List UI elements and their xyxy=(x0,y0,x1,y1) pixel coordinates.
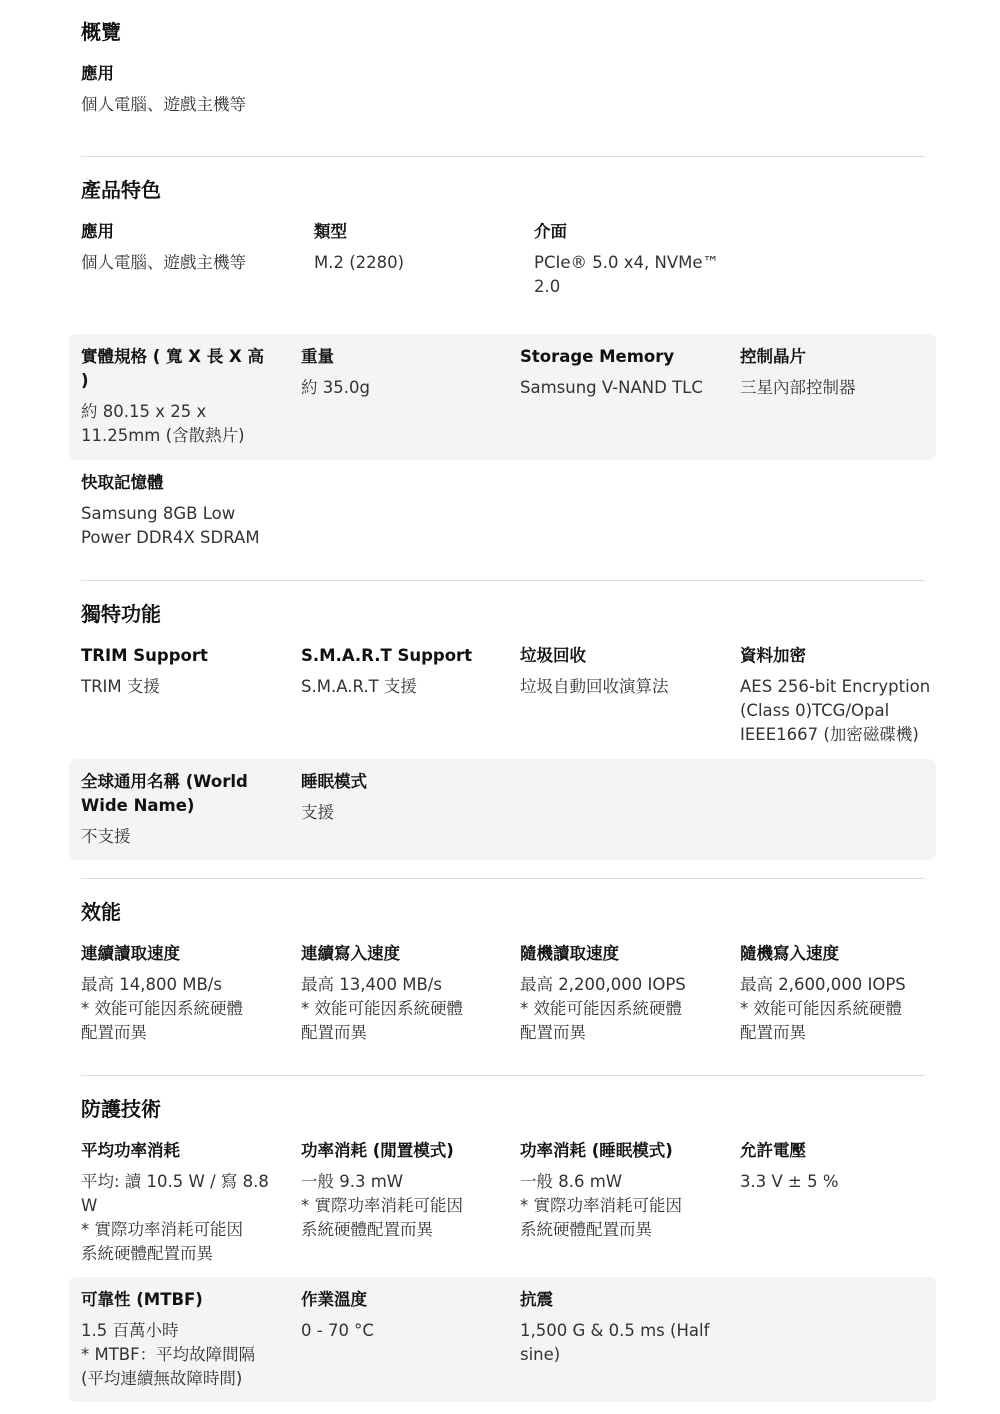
spec-value: 0 - 70 °C xyxy=(301,1321,374,1340)
section-divider xyxy=(81,580,925,581)
spec-value: 平均: 讀 10.5 W / 寫 8.8 W * 實際功率消耗可能因 系統硬體配置而異 xyxy=(81,1172,269,1263)
spec-value: 垃圾自動回收演算法 xyxy=(520,677,669,696)
spec-value: Samsung V-NAND TLC xyxy=(520,378,703,397)
spec-item-trim xyxy=(81,644,286,699)
spec-value: 最高 13,400 MB/s * 效能可能因系統硬體 配置而異 xyxy=(301,975,463,1042)
spec-item-interface xyxy=(534,220,749,299)
spec-value: PCIe® 5.0 x4, NVMe™ 2.0 xyxy=(534,253,719,296)
spec-item-garbage-collection xyxy=(520,644,730,699)
spec-label: 應用 xyxy=(81,64,114,83)
spec-value: 支援 xyxy=(301,803,334,822)
section-title-performance: 效能 xyxy=(81,900,121,924)
spec-label: 隨機寫入速度 xyxy=(740,944,839,963)
spec-item-voltage xyxy=(740,1139,935,1194)
section-divider xyxy=(81,156,925,157)
spec-value: 一般 8.6 mW * 實際功率消耗可能因 系統硬體配置而異 xyxy=(520,1172,682,1239)
spec-label: Storage Memory xyxy=(520,347,675,366)
spec-label: 連續讀取速度 xyxy=(81,944,180,963)
spec-item-cache-memory xyxy=(81,471,296,550)
spec-label: 介面 xyxy=(534,222,567,241)
spec-label: 控制晶片 xyxy=(740,347,806,366)
spec-value: AES 256-bit Encryption (Class 0)TCG/Opal IEEE1667 (加密磁碟機) xyxy=(740,677,931,744)
spec-label: 可靠性 (MTBF) xyxy=(81,1290,203,1309)
spec-item-sleep-power xyxy=(520,1139,730,1242)
spec-item-application xyxy=(81,220,296,275)
spec-item-sequential-read xyxy=(81,942,286,1045)
spec-value: Samsung 8GB Low Power DDR4X SDRAM xyxy=(81,504,260,547)
spec-value: 約 35.0g xyxy=(301,378,370,397)
spec-item-encryption xyxy=(740,644,935,747)
spec-label: 類型 xyxy=(314,222,347,241)
section-title-overview: 概覽 xyxy=(81,20,121,44)
spec-label: 應用 xyxy=(81,222,114,241)
spec-item-dimensions xyxy=(81,345,286,448)
spec-item-world-wide-name xyxy=(81,770,286,849)
spec-label: 平均功率消耗 xyxy=(81,1141,180,1160)
spec-item-average-power xyxy=(81,1139,286,1266)
spec-label: 重量 xyxy=(301,347,334,366)
spec-item-random-read xyxy=(520,942,730,1045)
spec-label: 垃圾回收 xyxy=(520,646,586,665)
spec-item-weight xyxy=(301,345,501,400)
spec-label: 全球通用名稱 (World Wide Name) xyxy=(81,772,248,815)
spec-item-random-write xyxy=(740,942,935,1045)
section-title-protection: 防護技術 xyxy=(81,1097,161,1121)
spec-label: 實體規格 ( 寬 X 長 X 高 ) xyxy=(81,347,264,390)
spec-label: 快取記憶體 xyxy=(81,473,164,492)
spec-item-storage-memory xyxy=(520,345,730,400)
spec-item-type xyxy=(314,220,514,275)
spec-value: 1,500 G & 0.5 ms (Half sine) xyxy=(520,1321,710,1364)
spec-value: 最高 2,200,000 IOPS * 效能可能因系統硬體 配置而異 xyxy=(520,975,686,1042)
spec-item-sleep-mode xyxy=(301,770,501,825)
spec-label: 功率消耗 (睡眠模式) xyxy=(520,1141,673,1160)
spec-label: 睡眠模式 xyxy=(301,772,367,791)
spec-item-idle-power xyxy=(301,1139,506,1242)
spec-item-shock xyxy=(520,1288,730,1367)
spec-label: S.M.A.R.T Support xyxy=(301,646,473,665)
spec-item-mtbf xyxy=(81,1288,286,1391)
spec-value: 1.5 百萬小時 * MTBF：平均故障間隔 (平均連續無故障時間) xyxy=(81,1321,256,1388)
spec-label: 隨機讀取速度 xyxy=(520,944,619,963)
spec-label: TRIM Support xyxy=(81,646,208,665)
spec-value: 最高 14,800 MB/s * 效能可能因系統硬體 配置而異 xyxy=(81,975,243,1042)
spec-value: 3.3 V ± 5 % xyxy=(740,1172,839,1191)
spec-item-application xyxy=(81,62,296,117)
spec-item-sequential-write xyxy=(301,942,506,1045)
spec-value: S.M.A.R.T 支援 xyxy=(301,677,417,696)
section-divider xyxy=(81,1075,925,1076)
spec-label: 連續寫入速度 xyxy=(301,944,400,963)
spec-item-controller xyxy=(740,345,930,400)
spec-value: 個人電腦、遊戲主機等 xyxy=(81,95,246,114)
spec-label: 資料加密 xyxy=(740,646,806,665)
spec-value: 約 80.15 x 25 x 11.25mm (含散熱片) xyxy=(81,402,245,445)
spec-label: 作業溫度 xyxy=(301,1290,367,1309)
section-title-features: 產品特色 xyxy=(81,178,161,202)
spec-label: 功率消耗 (閒置模式) xyxy=(301,1141,454,1160)
spec-value: TRIM 支援 xyxy=(81,677,160,696)
spec-item-operating-temperature xyxy=(301,1288,501,1343)
spec-value: M.2 (2280) xyxy=(314,253,405,272)
spec-value: 個人電腦、遊戲主機等 xyxy=(81,253,246,272)
spec-label: 抗震 xyxy=(520,1290,553,1309)
spec-label: 允許電壓 xyxy=(740,1141,806,1160)
spec-value: 最高 2,600,000 IOPS * 效能可能因系統硬體 配置而異 xyxy=(740,975,906,1042)
section-divider xyxy=(81,878,925,879)
section-title-special-features: 獨特功能 xyxy=(81,602,161,626)
spec-value: 三星內部控制器 xyxy=(740,378,856,397)
spec-item-smart xyxy=(301,644,501,699)
spec-value: 不支援 xyxy=(81,827,131,846)
spec-value: 一般 9.3 mW * 實際功率消耗可能因 系統硬體配置而異 xyxy=(301,1172,463,1239)
